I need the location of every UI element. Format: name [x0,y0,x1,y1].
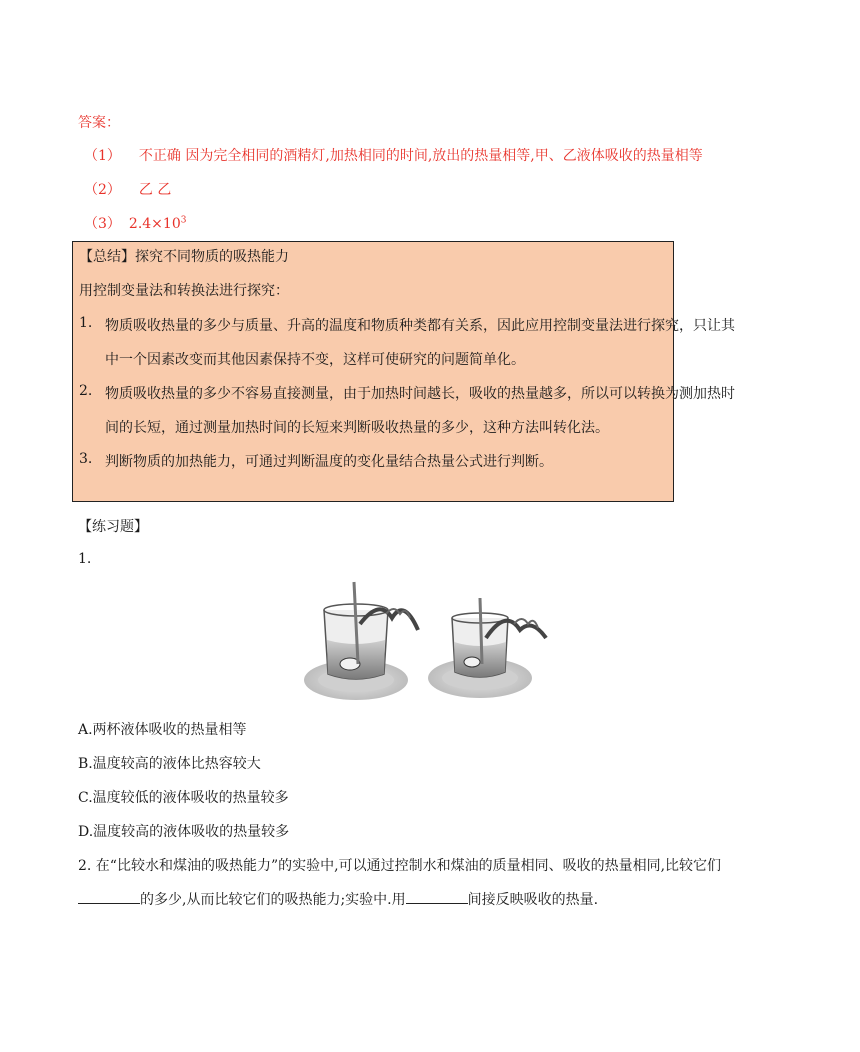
right-beaker [428,598,546,698]
question-2-line-1: 2. 在“比较水和煤油的吸热能力”的实验中,可以通过控制水和煤油的质量相同、吸收的热量相同,比较它们 [78,858,722,874]
summary-point-line: 物质吸收热量的多少与质量、升高的温度和物质种类都有关系，因此应用控制变量法进行探究，只让其 [105,318,735,334]
exercise-heading: 【练习题】 [78,519,148,535]
option-c: C.温度较低的液体吸收的热量较多 [78,790,289,806]
summary-point-line: 中一个因素改变而其他因素保持不变，这样可使研究的问题简单化。 [105,352,525,368]
beakers-illustration [300,578,570,704]
answer-blank[interactable] [78,889,140,904]
question-2-text-a: 的多少,从而比较它们的吸热能力;实验中.用 [140,892,406,908]
summary-point-num: 3. [79,451,93,467]
option-b: B.温度较高的液体比热容较大 [78,756,261,772]
question-1-number: 1. [78,551,92,567]
answer-item-text: 不正确 因为完全相同的酒精灯,加热相同的时间,放出的热量相等,甲、乙液体吸收的热量相等 [138,148,703,164]
summary-point-num: 1. [79,315,93,331]
summary-point-line: 物质吸收热量的多少不容易直接测量，由于加热时间越长，吸收的热量越多，所以可以转换为测加热时 [105,386,735,402]
answer-item-superscript: 3 [180,215,187,226]
answer-item-1 [84,145,703,165]
summary-intro: 用控制变量法和转换法进行探究： [79,283,289,299]
summary-box [72,241,735,502]
option-a: A.两杯液体吸收的热量相等 [78,722,247,738]
option-d: D.温度较高的液体吸收的热量较多 [78,824,290,840]
answer-item-num: （1） [84,148,121,164]
summary-point-num: 2. [79,383,93,399]
answer-label: 答案： [78,115,120,131]
answer-item-3 [84,213,186,233]
answer-item-text: 乙 乙 [138,182,172,198]
summary-point-line: 间的长短，通过测量加热时间的长短来判断吸收热量的多少，这种方法叫转化法。 [105,420,609,436]
answer-blank[interactable] [406,889,468,904]
question-2-line-2 [78,889,598,909]
answer-item-num: （3） [84,216,121,232]
summary-title: 【总结】探究不同物质的吸热能力 [79,249,289,265]
question-2-text-b: 间接反映吸收的热量. [467,892,599,908]
answer-item-num: （2） [84,182,121,198]
answer-item-text: 2.4×10 [128,216,181,232]
summary-point-line: 判断物质的加热能力，可通过判断温度的变化量结合热量公式进行判断。 [105,454,553,470]
answer-item-2 [84,179,171,199]
left-beaker [304,582,418,700]
